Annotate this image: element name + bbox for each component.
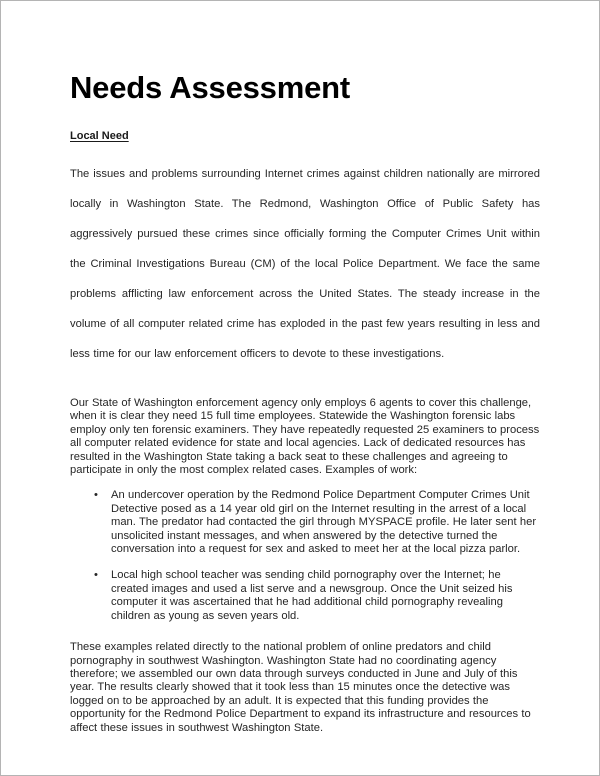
paragraph-local-need-intro: The issues and problems surrounding Internet crimes against children nationally are mirrored locally in Washington State. The Redmond, Washington Office of Public Safety has aggressively pursued these crimes since officially forming the Computer Crimes Unit within the Criminal Investigations Bureau (CM) of the local Police Department. We face the same problems afflicting law enforcement across the United States. The steady increase in the volume of all computer related crime has exploded in the past few years resulting in less and less time for our law enforcement officers to devote to these investigations. [70, 168, 540, 360]
paragraph-conclusion: These examples related directly to the national problem of online predators and child pornography in southwest Washington. Washington State had no coordinating agency therefore; we assembled our own data through surveys conducted in June and July of this year. The results clearly showed that it took less than 15 minutes once the detective was logged on to be approached by an adult. It is expected that this funding provides the opportunity for the Redmond Police Department to expand its infrastructure and resources to affect these issues in southwest Washington State. [70, 641, 531, 734]
bullet-icon: • [94, 489, 98, 502]
page-title: Needs Assessment [70, 70, 350, 105]
list-item-text: Local high school teacher was sending child pornography over the Internet; he created images and used a list serve and a newsgroup. Once the Unit seized his computer it was ascertained that he had additional child pornography revealing children as young as seven years old. [111, 569, 513, 622]
section-heading-local-need: Local Need [70, 130, 129, 142]
examples-of-work-list [70, 477, 540, 623]
document-body [70, 1, 540, 735]
bullet-icon: • [94, 569, 98, 582]
list-item-text: An undercover operation by the Redmond Police Department Computer Crimes Unit Detective posed as a 14 year old girl on the Internet resulting in the arrest of a local man. The predator had contacted the girl through MYSPACE profile. He later sent her unsolicited instant messages, and when answered by the detective turned the conversation into a request for sex and asked to meet her at the local pizza parlor. [111, 489, 537, 556]
list-item [70, 489, 540, 556]
sub-heading-wrapper [70, 105, 540, 144]
paragraph-staffing-shortfall: Our State of Washington enforcement agency only employs 6 agents to cover this challenge, when it is clear they need 15 full time employees. Statewide the Washington forensic labs employ only ten forensic examiners. They have repeatedly requested 25 examiners to process all computer related evidence for state and local agencies. Lack of dedicated resources has resulted in the Washington State taking a back seat to these challenges and agreeing to participate in only the most complex related cases. Examples of work: [70, 397, 540, 477]
list-item [70, 569, 540, 623]
